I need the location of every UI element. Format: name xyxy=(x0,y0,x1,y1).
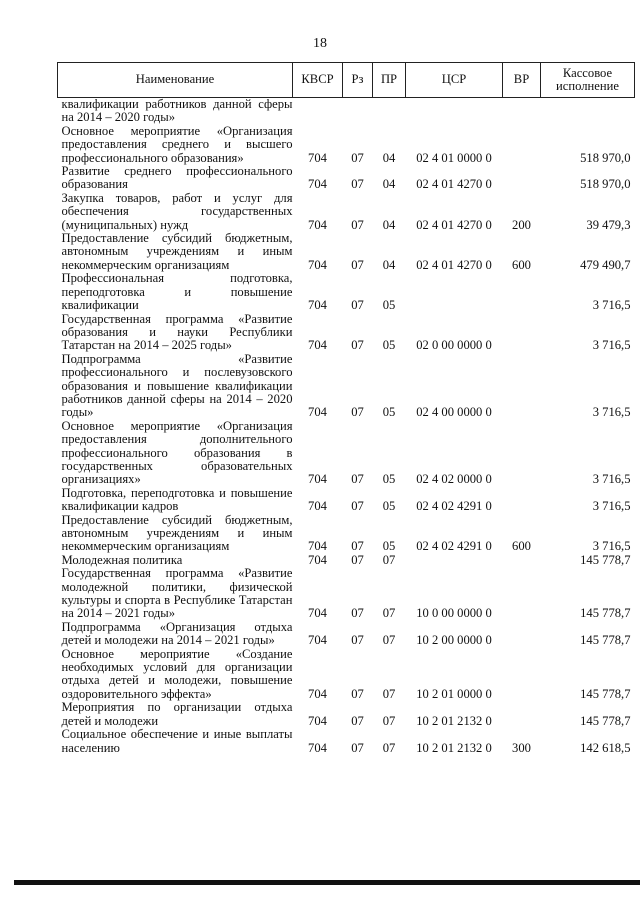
cell-vr xyxy=(503,567,541,621)
table-row xyxy=(58,125,635,165)
cell-name: Мероприятия по организации отдыха детей и молодежи xyxy=(61,700,293,728)
cell-exec: 3 716,5 xyxy=(592,539,631,554)
cell-pr: 04 xyxy=(382,217,396,232)
cell-name: Государственная программа «Развитие образования и науки Республики Татарстан на 2014 – 2025 годы» xyxy=(61,311,293,353)
cell-name: Молодежная политика xyxy=(61,552,183,567)
cell-name: Основное мероприятие «Создание необходимых условий для организации отдыха детей и молодежи, повышение оздоровительного эффекта» xyxy=(61,646,293,701)
header-pr: ПР xyxy=(373,63,406,98)
cell-kvsr: 704 xyxy=(308,552,327,567)
cell-vr xyxy=(503,648,541,702)
cell-pr xyxy=(373,98,406,125)
cell-vr xyxy=(503,621,541,648)
table-row xyxy=(58,621,635,648)
cell-exec: 39 479,3 xyxy=(586,217,631,232)
cell-vr: 200 xyxy=(512,217,531,232)
cell-rz: 07 xyxy=(351,740,364,755)
cell-kvsr: 704 xyxy=(308,405,327,420)
table-row xyxy=(58,487,635,514)
cell-kvsr: 704 xyxy=(308,338,327,353)
cell-exec: 3 716,5 xyxy=(592,499,631,514)
cell-pr: 07 xyxy=(382,740,396,755)
cell-name: Подпрограмма «Развитие профессионального и послевузовского образования и повышение квалификации работников данной сферы на 2014 – 2020 годы» xyxy=(61,351,293,420)
cell-csr: 02 4 02 4291 0 xyxy=(416,539,492,554)
cell-vr: 300 xyxy=(512,740,531,755)
cell-vr: 600 xyxy=(512,257,531,272)
cell-csr: 02 4 00 0000 0 xyxy=(416,405,492,420)
cell-kvsr: 704 xyxy=(308,298,327,313)
cell-kvsr: 704 xyxy=(308,633,327,648)
table-row xyxy=(58,648,635,702)
cell-pr: 05 xyxy=(382,338,396,353)
cell-pr: 07 xyxy=(382,606,396,621)
cell-csr: 02 4 02 4291 0 xyxy=(416,499,492,514)
cell-exec: 145 778,7 xyxy=(580,606,631,621)
header-exec: Кассовое исполнение xyxy=(541,63,635,98)
cell-rz: 07 xyxy=(351,633,364,648)
cell-kvsr: 704 xyxy=(308,713,327,728)
page-number: 18 xyxy=(313,36,327,51)
table-row xyxy=(58,272,635,312)
cell-csr: 10 2 01 2132 0 xyxy=(416,713,492,728)
cell-pr: 05 xyxy=(382,499,396,514)
cell-kvsr: 704 xyxy=(308,686,327,701)
cell-rz: 07 xyxy=(351,177,364,192)
cell-pr: 04 xyxy=(382,177,396,192)
cell-pr: 05 xyxy=(382,405,396,420)
cell-kvsr: 704 xyxy=(308,539,327,554)
cell-csr: 10 2 01 0000 0 xyxy=(416,686,492,701)
table-row xyxy=(58,232,635,272)
table-row xyxy=(58,420,635,487)
cell-rz: 07 xyxy=(351,472,364,487)
cell-pr: 05 xyxy=(382,298,396,313)
cell-name: Предоставление субсидий бюджетным, автономным учреждениям и иным некоммерческим организациям xyxy=(61,231,293,272)
table-row xyxy=(58,353,635,420)
cell-pr: 07 xyxy=(382,633,396,648)
cell-kvsr: 704 xyxy=(308,740,327,755)
table-body xyxy=(58,98,635,755)
cell-exec: 145 778,7 xyxy=(580,713,631,728)
cell-name: Основное мероприятие «Организация предоставления среднего и высшего профессионального образования» xyxy=(61,123,293,165)
cell-kvsr: 704 xyxy=(308,257,327,272)
cell-exec: 145 778,7 xyxy=(580,633,631,648)
cell-rz: 07 xyxy=(351,338,364,353)
table-row xyxy=(58,701,635,728)
cell-exec xyxy=(541,98,635,125)
table-row xyxy=(58,98,635,125)
table-row xyxy=(58,567,635,621)
cell-rz: 07 xyxy=(351,405,364,420)
cell-vr: 600 xyxy=(512,539,531,554)
cell-pr: 05 xyxy=(382,472,396,487)
cell-csr: 10 2 01 2132 0 xyxy=(416,740,492,755)
table-row xyxy=(58,514,635,554)
table-row xyxy=(58,165,635,192)
cell-vr xyxy=(503,554,541,567)
cell-pr: 04 xyxy=(382,257,396,272)
bottom-border-line xyxy=(14,880,640,885)
cell-csr: 02 4 01 0000 0 xyxy=(416,150,492,165)
cell-exec: 3 716,5 xyxy=(592,338,631,353)
cell-rz: 07 xyxy=(351,298,364,313)
cell-exec: 145 778,7 xyxy=(580,552,631,567)
cell-exec: 3 716,5 xyxy=(592,472,631,487)
cell-rz: 07 xyxy=(351,713,364,728)
budget-execution-table xyxy=(57,62,635,755)
cell-name: квалификации работников данной сферы на 2014 – 2020 годы» xyxy=(61,97,293,125)
cell-name: Основное мероприятие «Организация предоставления дополнительного профессионального образования в государственных образовательных организациях» xyxy=(61,418,293,487)
cell-kvsr: 704 xyxy=(308,606,327,621)
cell-pr: 04 xyxy=(382,150,396,165)
cell-csr xyxy=(406,272,503,312)
cell-kvsr xyxy=(293,98,343,125)
cell-rz: 07 xyxy=(351,606,364,621)
cell-name: Государственная программа «Развитие молодежной политики, физической культуры и спорта в Республике Татарстан на 2014 – 2021 годы» xyxy=(61,566,293,621)
cell-kvsr: 704 xyxy=(308,150,327,165)
cell-name: Профессиональная подготовка, переподготовка и повышение квалификации xyxy=(61,271,293,313)
cell-rz: 07 xyxy=(351,217,364,232)
cell-csr: 02 4 01 4270 0 xyxy=(416,257,492,272)
cell-name: Предоставление субсидий бюджетным, автономным учреждениям и иным некоммерческим организациям xyxy=(61,512,293,554)
cell-name: Развитие среднего профессионального образования xyxy=(61,164,293,192)
cell-csr: 02 4 01 4270 0 xyxy=(416,177,492,192)
cell-exec: 3 716,5 xyxy=(592,298,631,313)
header-rz: Рз xyxy=(343,63,373,98)
cell-exec: 518 970,0 xyxy=(580,177,631,192)
cell-vr xyxy=(503,701,541,728)
cell-rz xyxy=(343,98,373,125)
cell-csr: 10 0 00 0000 0 xyxy=(416,606,492,621)
cell-csr xyxy=(406,554,503,567)
cell-pr: 07 xyxy=(382,713,396,728)
cell-name: Подготовка, переподготовка и повышение квалификации кадров xyxy=(61,485,293,514)
cell-vr xyxy=(503,165,541,192)
cell-vr xyxy=(503,487,541,514)
cell-kvsr: 704 xyxy=(308,499,327,514)
cell-pr: 07 xyxy=(382,686,396,701)
cell-kvsr: 704 xyxy=(308,217,327,232)
cell-pr: 05 xyxy=(382,539,396,554)
cell-kvsr: 704 xyxy=(308,177,327,192)
header-vr: ВР xyxy=(503,63,541,98)
cell-exec: 3 716,5 xyxy=(592,405,631,420)
table-header xyxy=(58,63,635,98)
cell-exec: 142 618,5 xyxy=(580,740,631,755)
cell-name: Подпрограмма «Организация отдыха детей и молодежи на 2014 – 2021 годы» xyxy=(61,619,293,648)
cell-rz: 07 xyxy=(351,257,364,272)
cell-name: Закупка товаров, работ и услуг для обеспечения государственных (муниципальных) нужд xyxy=(61,190,293,232)
cell-vr xyxy=(503,125,541,165)
cell-rz: 07 xyxy=(351,499,364,514)
table-row xyxy=(58,554,635,567)
cell-rz: 07 xyxy=(351,552,364,567)
table-row xyxy=(58,192,635,232)
cell-csr: 10 2 00 0000 0 xyxy=(416,633,492,648)
cell-csr: 02 4 02 0000 0 xyxy=(416,472,492,487)
table-row xyxy=(58,728,635,755)
cell-exec: 518 970,0 xyxy=(580,150,631,165)
cell-vr xyxy=(503,420,541,487)
cell-pr: 07 xyxy=(382,552,396,567)
cell-vr xyxy=(503,313,541,353)
cell-csr xyxy=(406,98,503,125)
table-row xyxy=(58,313,635,353)
cell-exec: 145 778,7 xyxy=(580,686,631,701)
cell-vr xyxy=(503,353,541,420)
header-kvsr: КВСР xyxy=(293,63,343,98)
cell-kvsr: 704 xyxy=(308,472,327,487)
cell-exec: 479 490,7 xyxy=(580,257,631,272)
header-name: Наименование xyxy=(58,63,293,98)
cell-rz: 07 xyxy=(351,539,364,554)
header-csr: ЦСР xyxy=(406,63,503,98)
cell-vr xyxy=(503,98,541,125)
cell-csr: 02 0 00 0000 0 xyxy=(416,338,492,353)
cell-rz: 07 xyxy=(351,150,364,165)
cell-csr: 02 4 01 4270 0 xyxy=(416,217,492,232)
cell-vr xyxy=(503,272,541,312)
cell-name: Социальное обеспечение и иные выплаты населению xyxy=(61,727,293,755)
cell-rz: 07 xyxy=(351,686,364,701)
